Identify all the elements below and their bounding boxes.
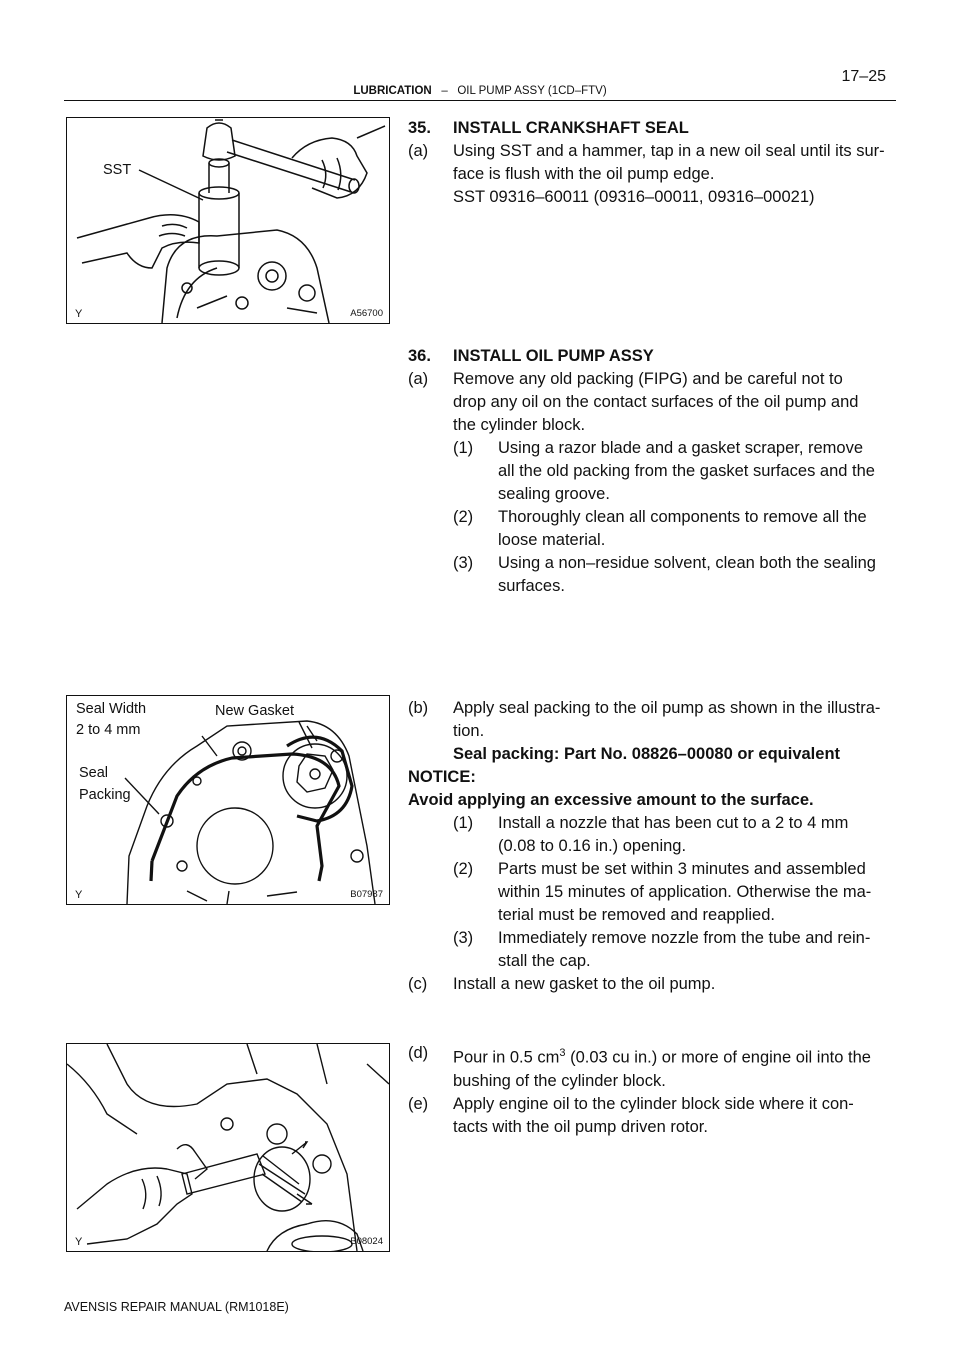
figure-apply-engine-oil bbox=[66, 1043, 390, 1252]
item-text: Using SST and a hammer, tap in a new oil seal until its sur- bbox=[453, 142, 885, 160]
step-36-a bbox=[408, 368, 896, 391]
item-text: Remove any old packing (FIPG) and be careful not to bbox=[453, 370, 843, 388]
item-text: Thoroughly clean all components to remove all the bbox=[498, 508, 867, 526]
item-marker: (a) bbox=[408, 142, 429, 160]
step-36-d-e bbox=[408, 1042, 896, 1139]
header-rule bbox=[64, 100, 896, 101]
step-36-a-3 bbox=[453, 552, 896, 575]
item-marker: (b) bbox=[408, 699, 429, 717]
item-marker: (3) bbox=[453, 929, 474, 947]
figure-seal-packing bbox=[66, 695, 390, 905]
step-36-c bbox=[408, 973, 896, 996]
item-text: Apply seal packing to the oil pump as shown in the illustra- bbox=[453, 699, 881, 717]
figure-crankshaft-seal bbox=[66, 117, 390, 324]
item-text-part: Pour in 0.5 cm bbox=[453, 1048, 560, 1067]
item-text: Apply engine oil to the cylinder block side where it con- bbox=[453, 1094, 854, 1113]
superscript: 3 bbox=[559, 1047, 566, 1059]
step-title: INSTALL OIL PUMP ASSY bbox=[453, 347, 654, 365]
header-subsection: OIL PUMP ASSY (1CD–FTV) bbox=[457, 85, 607, 97]
item-text: Install a nozzle that has been cut to a 2 to 4 mm bbox=[498, 814, 849, 832]
step-36-b bbox=[408, 697, 896, 996]
step-number: 36. bbox=[408, 347, 431, 365]
item-text: sealing groove. bbox=[498, 485, 610, 503]
step-title: INSTALL CRANKSHAFT SEAL bbox=[453, 119, 689, 137]
sst-number: SST 09316–60011 (09316–00011, 09316–00021) bbox=[453, 188, 815, 206]
page-number: 17–25 bbox=[841, 68, 886, 85]
item-text: Using a razor blade and a gasket scraper, remove bbox=[498, 439, 864, 457]
figure-apply-engine-oil-drawing bbox=[67, 1044, 389, 1251]
step-36 bbox=[408, 345, 896, 598]
step-36-a-1 bbox=[453, 437, 896, 460]
item-marker: (3) bbox=[453, 554, 474, 572]
label-packing: Packing bbox=[79, 787, 131, 803]
figure-code: A56700 bbox=[350, 308, 383, 319]
header-title bbox=[64, 85, 896, 97]
figure-crankshaft-seal-drawing bbox=[67, 118, 389, 323]
notice-label: NOTICE: bbox=[408, 768, 476, 786]
item-marker: (1) bbox=[453, 439, 474, 457]
item-marker: (c) bbox=[408, 975, 428, 993]
label-new-gasket: New Gasket bbox=[215, 703, 294, 719]
seal-packing-spec: Seal packing: Part No. 08826–00080 or equivalent bbox=[453, 745, 841, 763]
step-36-b-3 bbox=[453, 927, 896, 950]
step-35-a bbox=[408, 140, 896, 163]
step-35 bbox=[408, 117, 896, 209]
figure-code: B07987 bbox=[350, 889, 383, 900]
item-text: tion. bbox=[453, 722, 485, 740]
item-text: the cylinder block. bbox=[453, 416, 586, 434]
item-text: stall the cap. bbox=[498, 952, 591, 970]
item-text: Parts must be set within 3 minutes and assembled bbox=[498, 860, 866, 878]
label-seal-width-value: 2 to 4 mm bbox=[76, 722, 141, 738]
step-36-e bbox=[408, 1093, 896, 1116]
step-number: 35. bbox=[408, 119, 431, 137]
step-36-a-2 bbox=[453, 506, 896, 529]
item-marker: (d) bbox=[408, 1044, 429, 1062]
item-text: Install a new gasket to the oil pump. bbox=[453, 975, 716, 993]
item-marker: (2) bbox=[453, 508, 474, 526]
header-separator: – bbox=[441, 85, 448, 97]
figure-mark: Y bbox=[75, 889, 83, 901]
step-35-heading bbox=[408, 117, 896, 140]
label-sst: SST bbox=[103, 162, 132, 178]
step-36-b-1 bbox=[453, 812, 896, 835]
step-36-d bbox=[408, 1042, 896, 1070]
item-text: surfaces. bbox=[498, 577, 565, 595]
item-marker: (1) bbox=[453, 814, 474, 832]
item-marker: (e) bbox=[408, 1094, 429, 1113]
notice-text: Avoid applying an excessive amount to the surface. bbox=[408, 791, 814, 809]
item-marker: (2) bbox=[453, 860, 474, 878]
item-text: (0.08 to 0.16 in.) opening. bbox=[498, 837, 687, 855]
label-seal: Seal bbox=[79, 765, 109, 781]
item-text: Immediately remove nozzle from the tube and rein- bbox=[498, 929, 871, 947]
item-text bbox=[453, 1042, 896, 1070]
item-text: terial must be removed and reapplied. bbox=[498, 906, 775, 924]
header-section: LUBRICATION bbox=[353, 85, 432, 97]
figure-mark: Y bbox=[75, 1236, 83, 1248]
item-text: loose material. bbox=[498, 531, 606, 549]
item-text: bushing of the cylinder block. bbox=[453, 1071, 666, 1090]
item-text-part: (0.03 cu in.) or more of engine oil into the bbox=[565, 1048, 871, 1067]
item-text: tacts with the oil pump driven rotor. bbox=[453, 1117, 708, 1136]
item-text: Using a non–residue solvent, clean both the sealing bbox=[498, 554, 876, 572]
item-marker: (a) bbox=[408, 370, 429, 388]
label-seal-width: Seal Width bbox=[76, 701, 147, 717]
item-text: all the old packing from the gasket surfaces and the bbox=[498, 462, 875, 480]
step-36-b-2 bbox=[453, 858, 896, 881]
step-36-b-intro bbox=[408, 697, 896, 720]
step-36-heading bbox=[408, 345, 896, 368]
item-text: drop any oil on the contact surfaces of the oil pump and bbox=[453, 393, 859, 411]
figure-mark: Y bbox=[75, 308, 83, 320]
page-footer: AVENSIS REPAIR MANUAL (RM1018E) bbox=[64, 1300, 289, 1314]
item-text: within 15 minutes of application. Otherwise the ma- bbox=[498, 883, 872, 901]
figure-code: B08024 bbox=[350, 1236, 383, 1247]
item-text: face is flush with the oil pump edge. bbox=[453, 165, 715, 183]
